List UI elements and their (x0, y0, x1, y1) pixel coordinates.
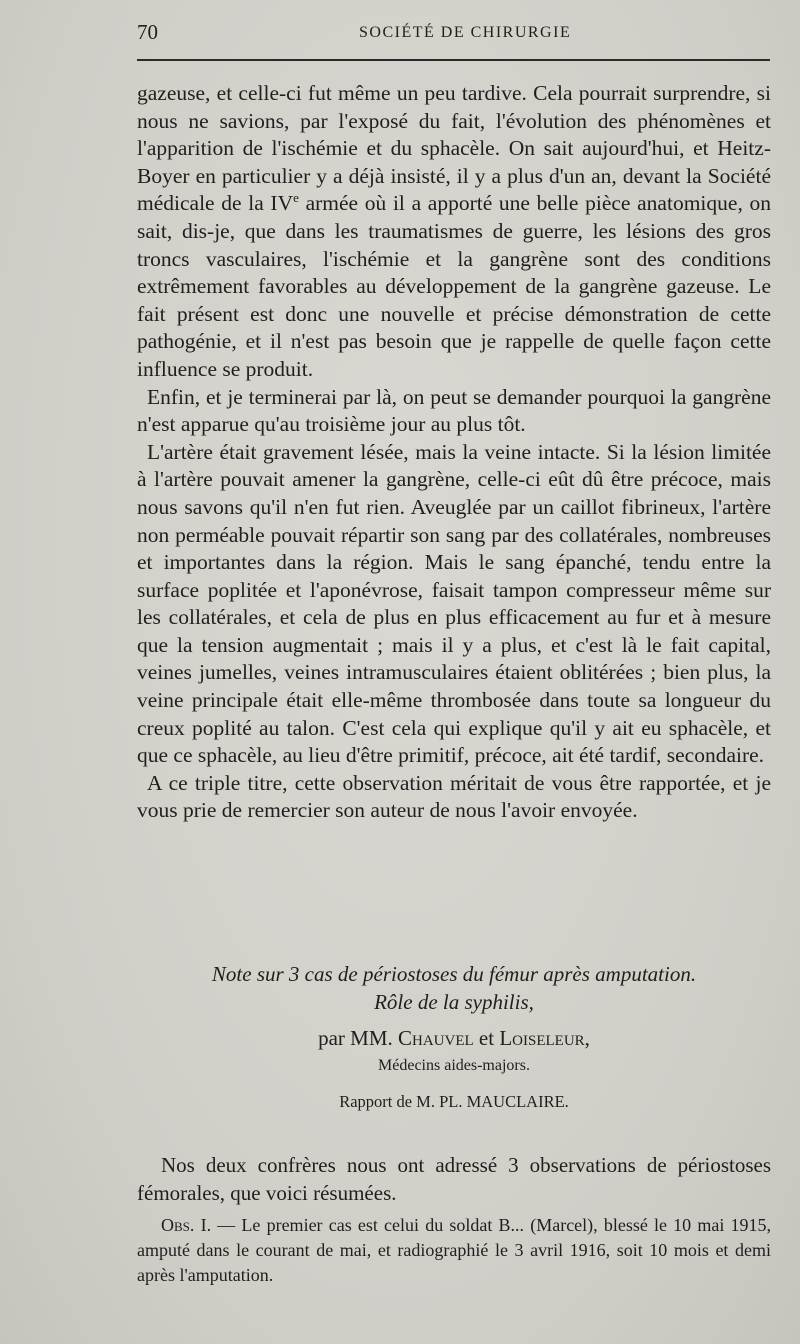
running-head (137, 14, 770, 54)
intro-paragraph: Nos deux confrères nous ont adressé 3 observations de périostoses fémorales, que voici résumées. (137, 1153, 771, 1205)
article-heading (137, 960, 771, 1113)
observation-1 (137, 1213, 771, 1288)
body-text (137, 80, 771, 825)
observation-label: Obs. I. (161, 1215, 212, 1235)
paragraph-1-text: gazeuse, et celle-ci fut même un peu tardive. Cela pourrait surprendre, si nous ne savions, par l'exposé du fait, l'évolution des phénomènes et l'apparition de l'ischémie et du sphacèle. On sait aujourd'hui, et Heitz-Boyer en particulier y a déjà insisté, il y a plus d'un an, devant la Société médicale de la IV (137, 81, 771, 216)
journal-title: SOCIÉTÉ DE CHIRURGIE (359, 24, 572, 41)
observation-text: — Le premier cas est celui du soldat B... (Marcel), blessé le 10 mai 1915, amputé dans le courant de mai, et radiographié le 3 avril 1916, soit 10 mois et demi après l'amputation. (137, 1215, 771, 1285)
report-line: Rapport de M. PL. MAUCLAIRE. (339, 1092, 569, 1111)
paragraph-4: A ce triple titre, cette observation méritait de vous être rapportée, et je vous prie de remercier son auteur de nous l'avoir envoyée. (137, 770, 771, 823)
header-rule (137, 59, 770, 61)
paragraph-2: Enfin, et je terminerai par là, on peut se demander pourquoi la gangrène n'est apparue qu'au troisième jour au plus tôt. (137, 384, 771, 437)
superscript-e: e (293, 190, 299, 206)
author-chauvel: Chauvel (398, 1026, 474, 1050)
paragraph-1 (137, 80, 771, 384)
paragraph-3: L'artère était gravement lésée, mais la veine intacte. Si la lésion limitée à l'artère pouvait amener la gangrène, celle-ci eût dû être précoce, mais nous savons qu'il n'en fut rien. Aveuglée par un caillot fibrineux, l'artère non perméable pouvait répartir son sang par des collatérales, nombreuses et importantes dans la région. Mais le sang épanché, tendu entre la surface poplitée et l'aponévrose, faisait tampon compresseur même sur les collatérales, et cela de plus en plus efficacement au fur et à mesure que la tension augmentait ; mais il y a plus, et c'est là le fait capital, veines jumelles, veines intramusculaires étaient oblitérées ; bien plus, la veine principale était elle-même thrombosée dans toute sa longueur du creux poplité au talon. C'est cela qui explique qu'il y ait eu sphacèle, et que ce sphacèle, au lieu d'être primitif, précoce, ait été tardif, secondaire. (137, 439, 771, 768)
affiliation: Médecins aides-majors. (378, 1057, 530, 1074)
author-loiseleur: Loiseleur, (499, 1026, 590, 1050)
article-title-line-1: Note sur 3 cas de périostoses du fémur après amputation. (211, 962, 697, 986)
authors-and: et (473, 1026, 500, 1050)
page-number: 70 (137, 20, 158, 44)
authors-prefix: par MM. (318, 1026, 398, 1050)
authors (137, 1024, 771, 1052)
paragraph-1-text-end: armée où il a apporté une belle pièce anatomique, on sait, dis-je, que dans les traumatismes de guerre, les lésions des gros troncs vasculaires, l'ischémie et la gangrène sont des conditions extrêmement favorables au développement de la gangrène gazeuse. Le fait présent est donc une nouvelle et précise démonstration de cette pathogénie, et il n'est pas besoin que je rappelle de quelle façon cette influence se produit. (137, 191, 771, 381)
article-title-line-2: Rôle de la syphilis, (374, 990, 534, 1014)
